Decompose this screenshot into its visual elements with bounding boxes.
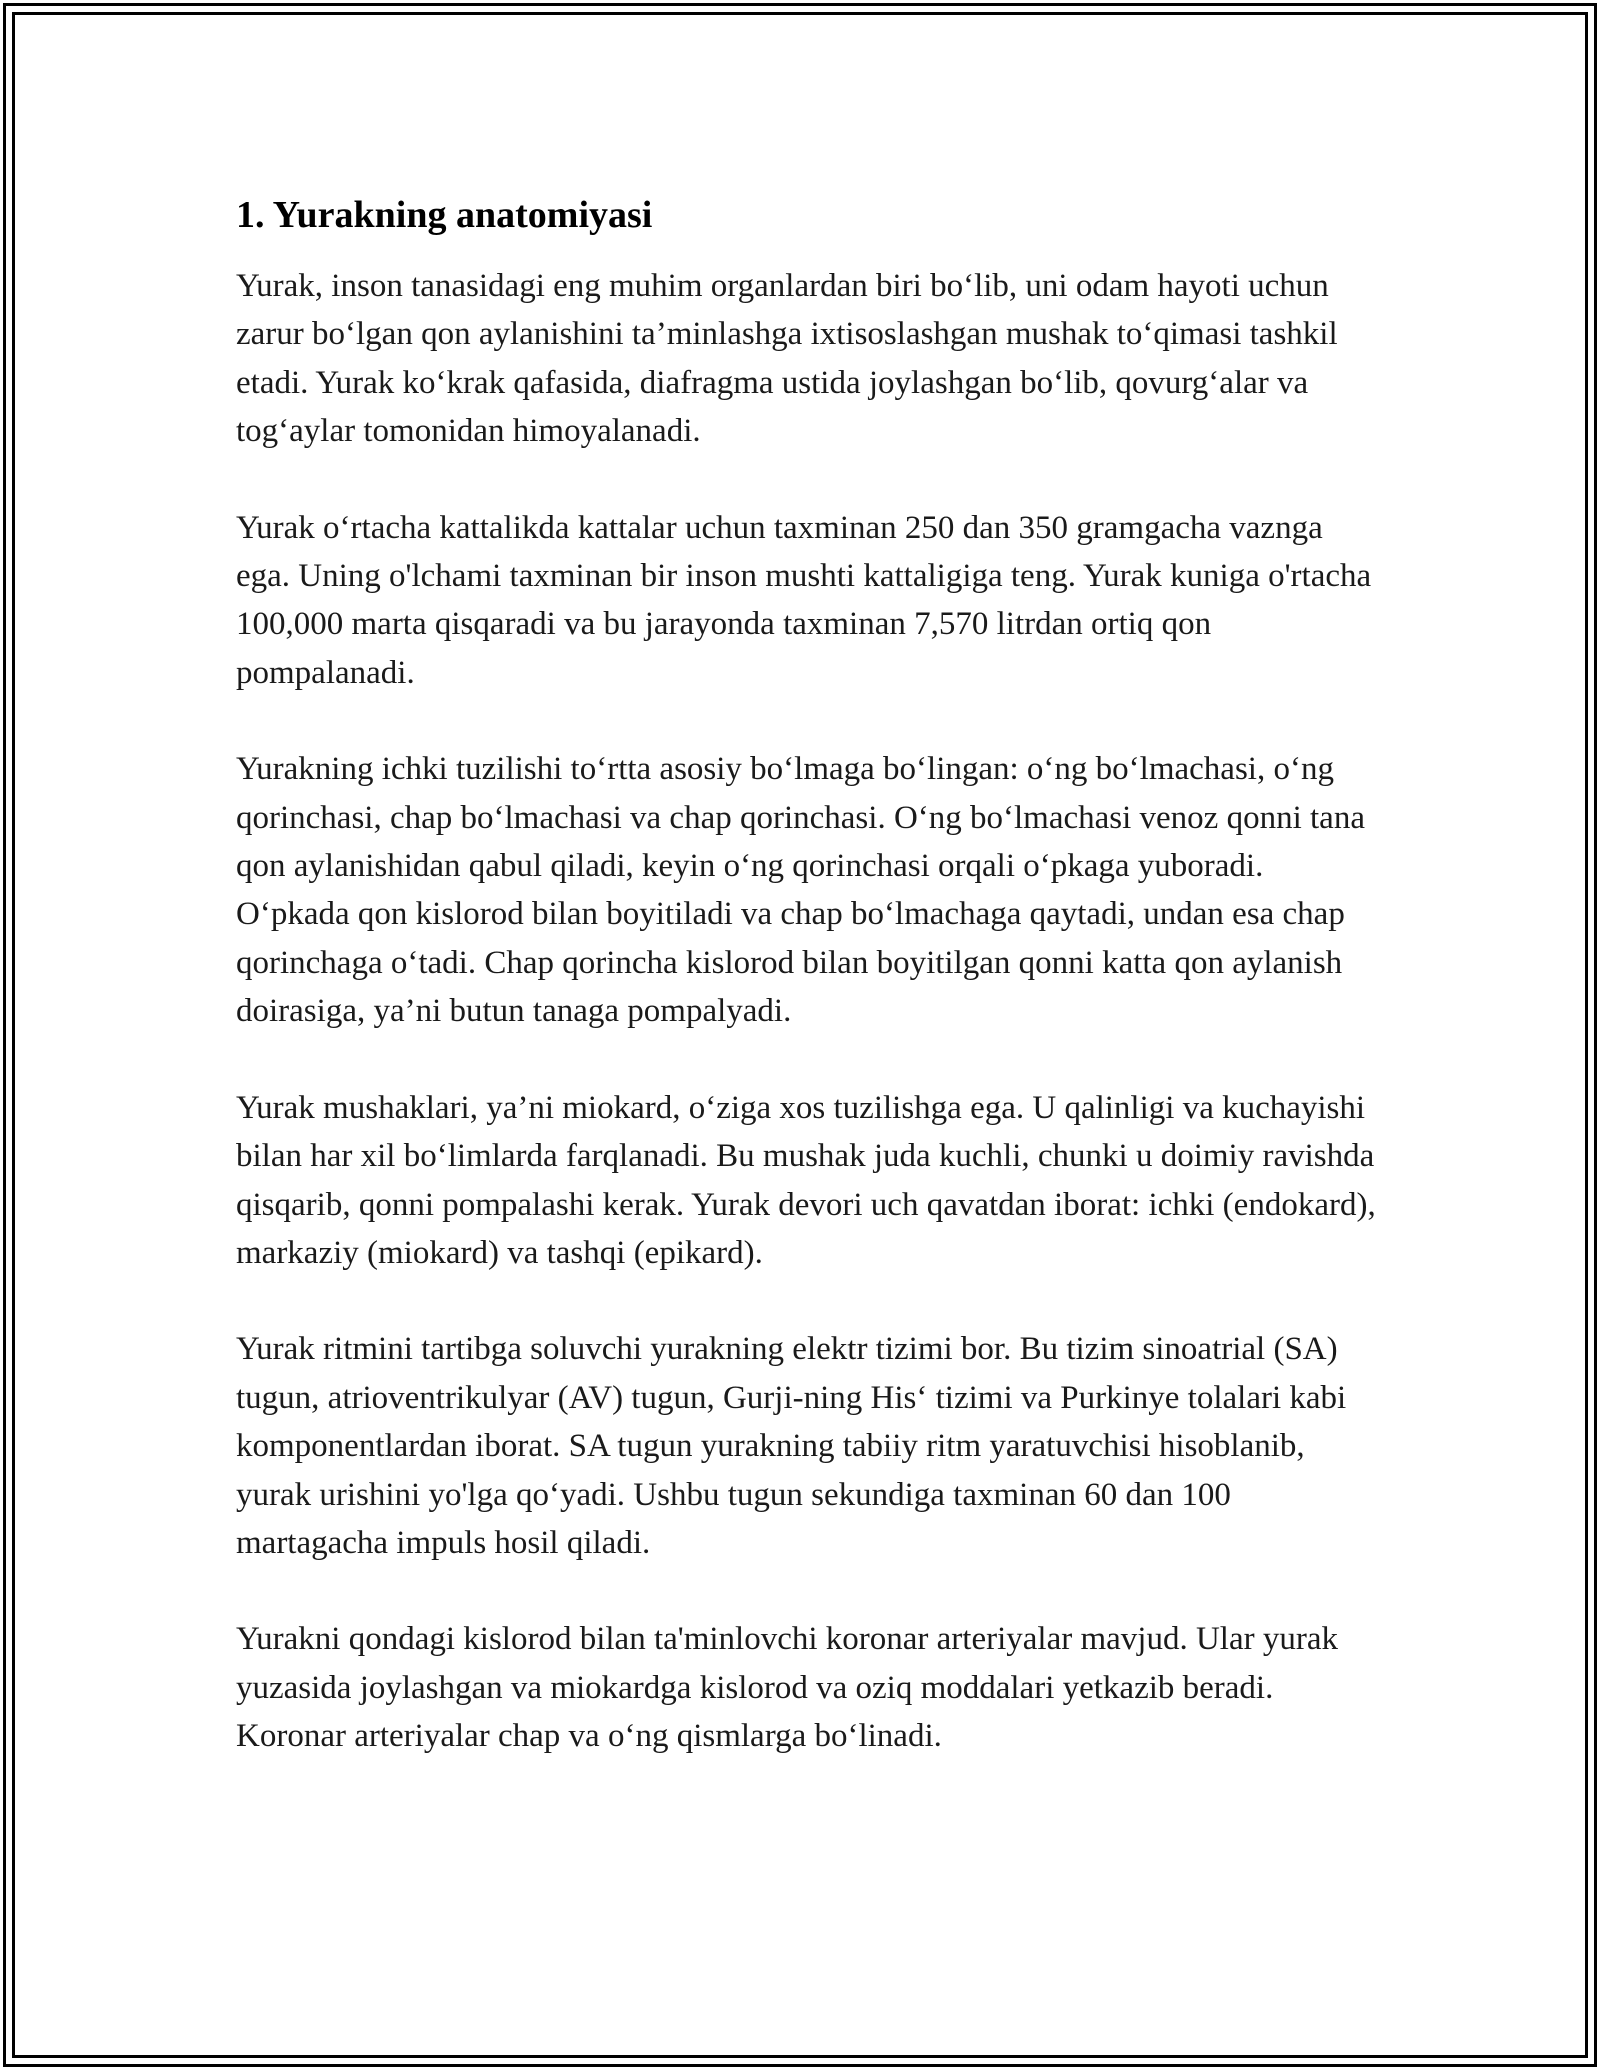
section-heading: 1. Yurakning anatomiyasi	[236, 194, 653, 236]
paragraph-heart-muscle: Yurak mushaklari, ya’ni miokard, o‘ziga xos tuzilishga ega. U qalinligi va kuchayishi bilan har xil bo‘limlarda farqlanadi. Bu mushak juda kuchli, chunki u doimiy ravishda qisqarib, qonni pompalashi kerak. Yurak devori uch qavatdan iborat: ichki (endokard), markaziy (miokard) va tashqi (epikard).	[236, 1089, 1376, 1271]
paragraph-heart-chambers: Yurakning ichki tuzilishi to‘rtta asosiy bo‘lmaga bo‘lingan: o‘ng bo‘lmachasi, o‘ng qorinchasi, chap bo‘lmachasi va chap qorinchasi. O‘ng bo‘lmachasi venoz qonni tana qon aylanishidan qabul qiladi, keyin o‘ng qorinchasi orqali o‘pkaga yuboradi. O‘pkada qon kislorod bilan boyitiladi va chap bo‘lmachaga qaytadi, undan esa chap qorinchaga o‘tadi. Chap qorincha kislorod bilan boyitilgan qonni katta qon aylanish doirasiga, ya’ni butun tanaga pompalyadi.	[236, 751, 1365, 1030]
paragraph-electrical-system: Yurak ritmini tartibga soluvchi yurakning elektr tizimi bor. Bu tizim sinoatrial (SA) tugun, atrioventrikulyar (AV) tugun, Gurji-ning His‘ tizimi va Purkinye tolalari kabi komponentlardan iborat. SA tugun yurakning tabiiy ritm yaratuvchisi hisoblanib, yurak urishini yo'lga qo‘yadi. Ushbu tugun sekundiga taxminan 60 dan 100 martagacha impuls hosil qiladi.	[236, 1331, 1347, 1561]
paragraph-coronary-arteries: Yurakni qondagi kislorod bilan ta'minlovchi koronar arteriyalar mavjud. Ular yurak yuzasida joylashgan va miokardga kislorod va oziq moddalari yetkazib beradi. Koronar arteriyalar chap va o‘ng qismlarga bo‘linadi.	[236, 1621, 1338, 1755]
document-body	[236, 188, 1376, 1761]
paragraph-heart-overview: Yurak, inson tanasidagi eng muhim organlardan biri bo‘lib, uni odam hayoti uchun zarur bo‘lgan qon aylanishini ta’minlashga ixtisoslashgan mushak to‘qimasi tashkil etadi. Yurak ko‘krak qafasida, diafragma ustida joylashgan bo‘lib, qovurg‘alar va tog‘aylar tomonidan himoyalanadi.	[236, 268, 1338, 450]
paragraph-heart-size: Yurak o‘rtacha kattalikda kattalar uchun taxminan 250 dan 350 gramgacha vaznga ega. Uning o'lchami taxminan bir inson mushti kattaligiga teng. Yurak kuniga o'rtacha 100,000 marta qisqaradi va bu jarayonda taxminan 7,570 litrdan ortiq qon pompalanadi.	[236, 509, 1372, 691]
